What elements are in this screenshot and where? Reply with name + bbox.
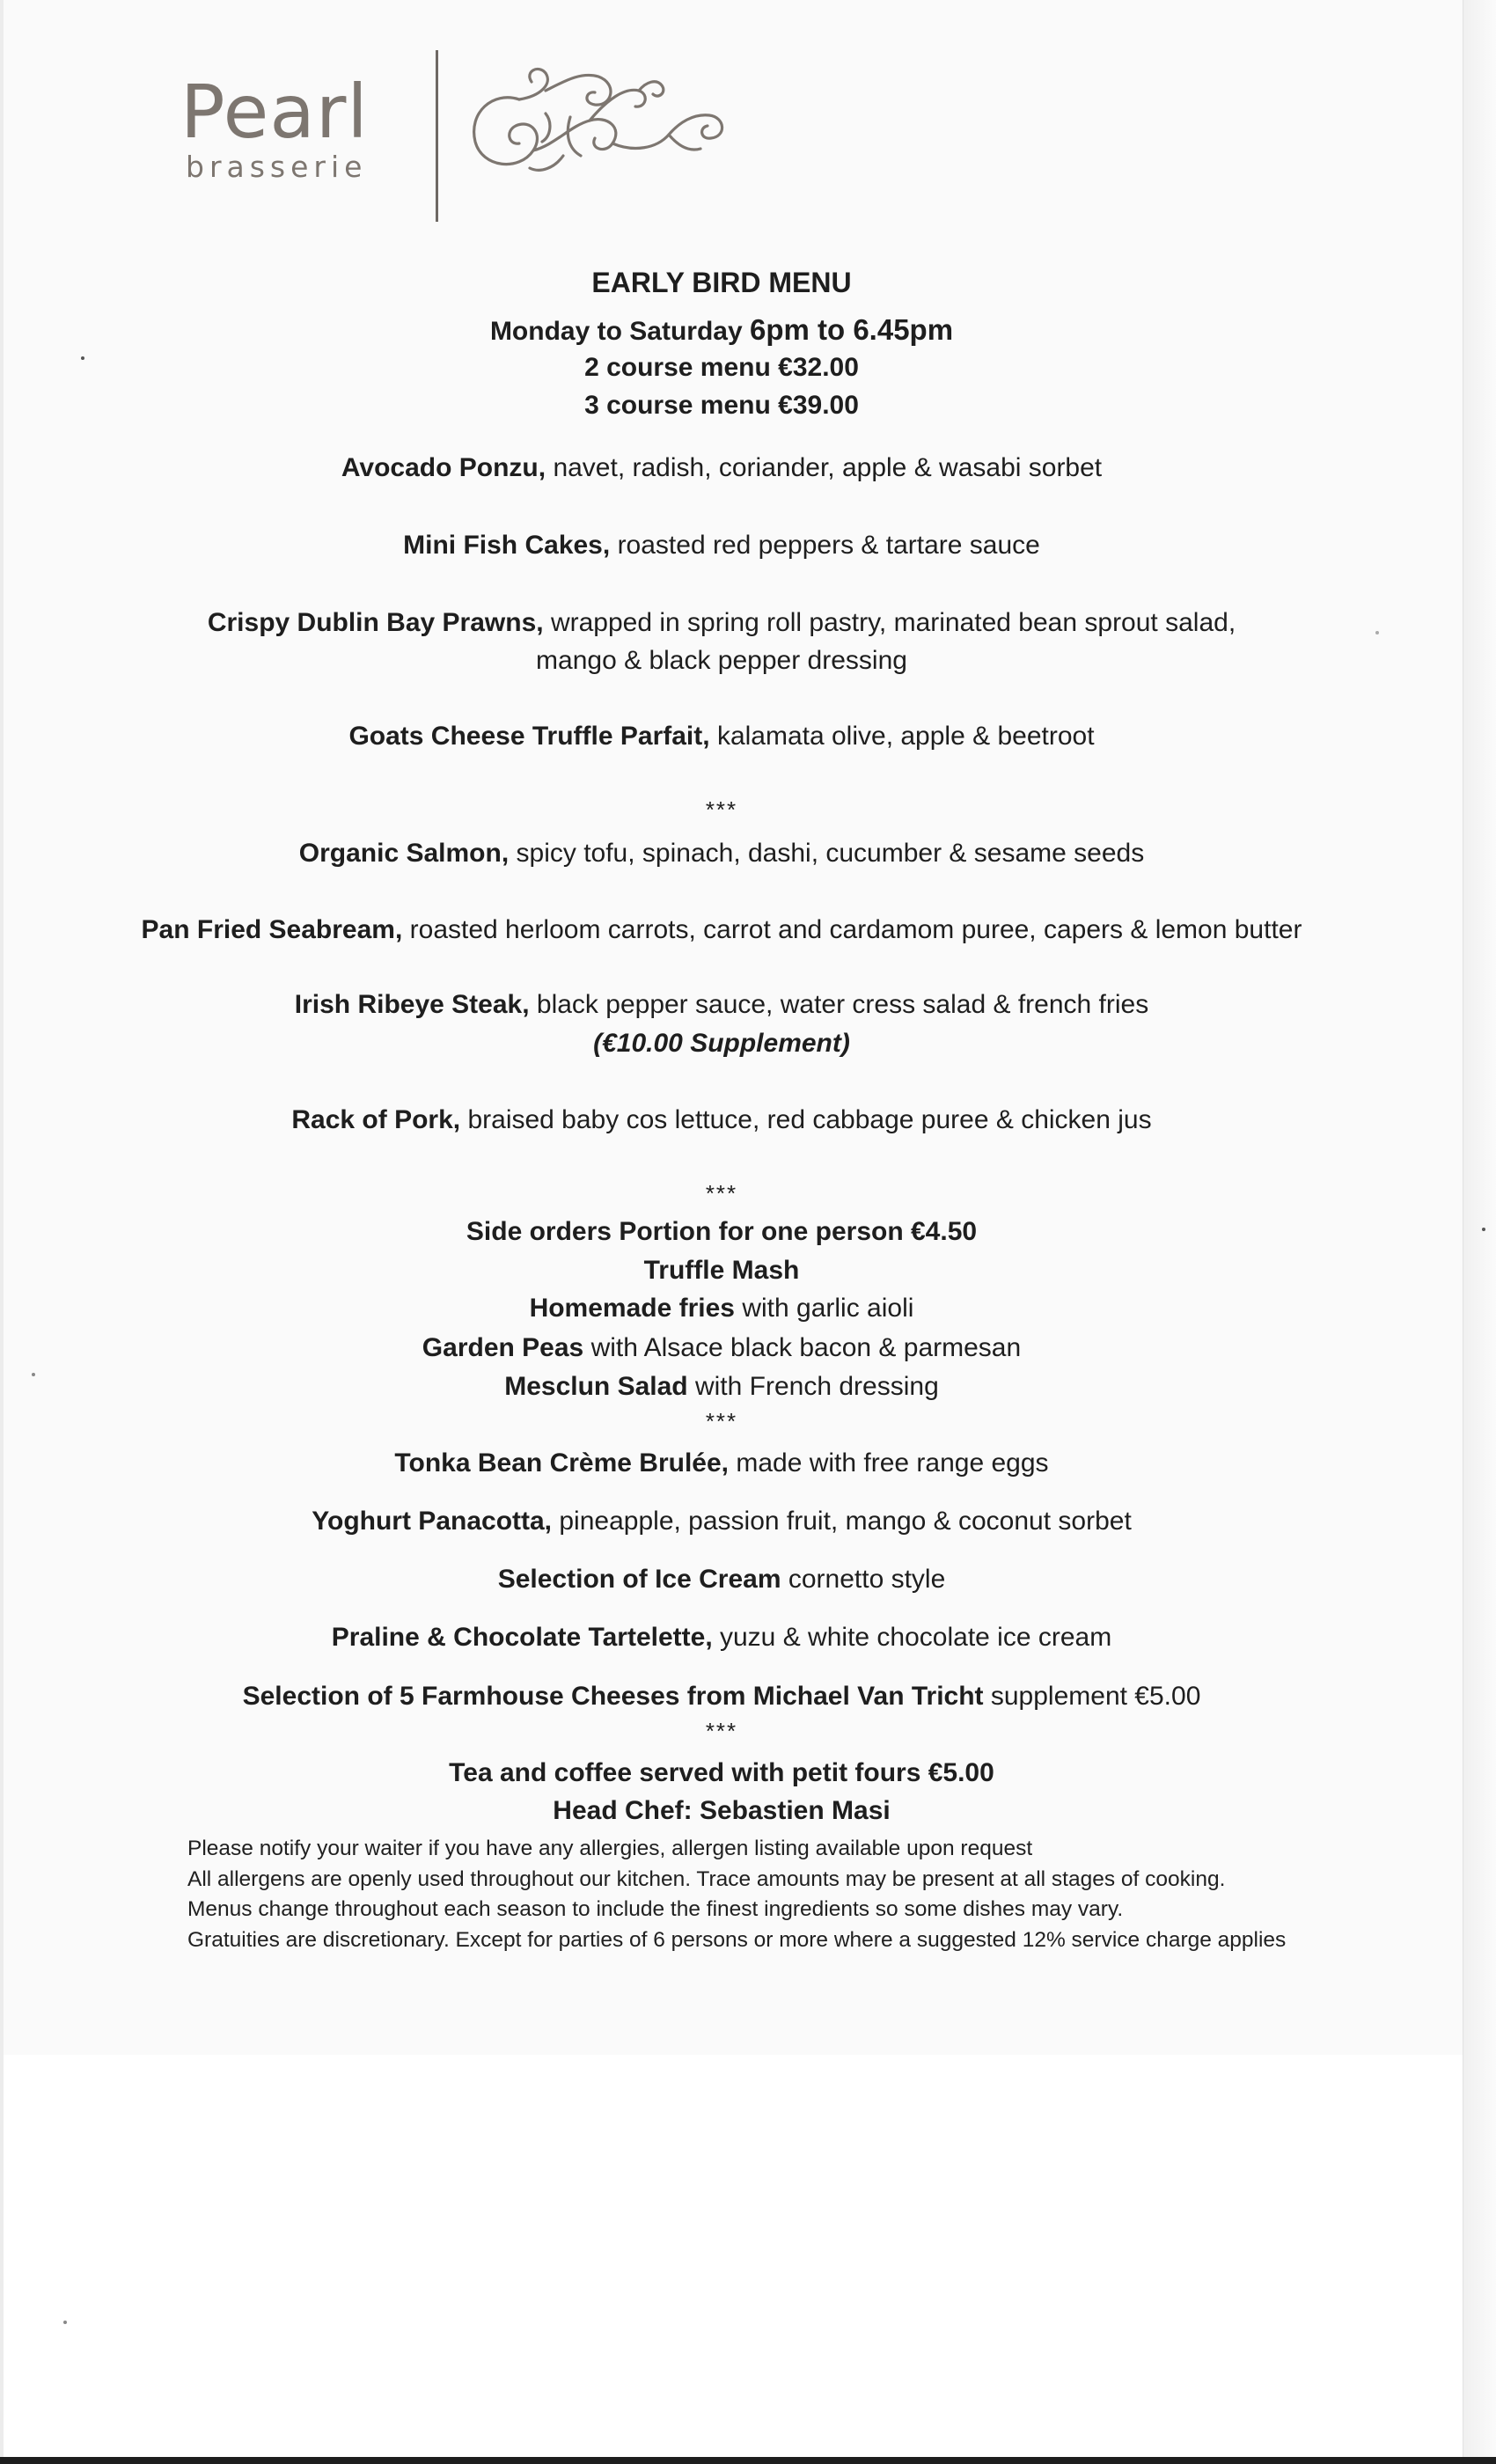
head-chef: Head Chef: Sebastien Masi [553,1796,891,1825]
menu-time: 6pm to 6.45pm [749,313,954,346]
logo-divider [436,50,438,222]
dish-description: supplement €5.00 [990,1682,1201,1711]
dish-name: Tonka Bean Crème Brulée, [394,1448,729,1478]
scan-right-edge [1463,0,1496,2464]
menu-days: Monday to Saturday [489,317,743,346]
footer-notes [187,1834,1437,1955]
two-course-price: 2 course menu €32.00 [584,353,859,382]
scan-bottom-edge [0,2457,1496,2464]
scan-speck [1375,631,1379,634]
menu-hours [0,312,1443,349]
menu-title: EARLY BIRD MENU [591,267,852,298]
dish-description: wrapped in spring roll pastry, marinated bean sprout salad, [550,608,1236,637]
note-allergies: Please notify your waiter if you have any allergies, allergen listing available upon request [187,1837,1033,1860]
dish-description: roasted red peppers & tartare sauce [617,531,1040,560]
dish-description: made with free range eggs [736,1448,1049,1478]
page-lower-area [0,2055,1463,2464]
dish-name: Crispy Dublin Bay Prawns, [207,608,544,637]
dish-description: kalamata olive, apple & beetroot [716,722,1095,751]
dish-name: Selection of Ice Cream [497,1565,781,1594]
tea-coffee: Tea and coffee served with petit fours €5.00 [449,1758,994,1787]
menu-item [0,605,1443,641]
side-item [0,1369,1443,1404]
note-gratuities: Gratuities are discretionary. Except for parties of 6 persons or more where a suggested 12% service charge applies [187,1927,1287,1952]
scan-speck [1482,1228,1485,1231]
dish-supplement: (€10.00 Supplement) [593,1029,850,1058]
dish-description: spicy tofu, spinach, dashi, cucumber & sesame seeds [516,839,1145,868]
menu-item [0,1620,1443,1655]
menu-item [0,1562,1443,1597]
dish-name: Praline & Chocolate Tartelette, [331,1623,713,1652]
section-separator: *** [705,1718,738,1744]
menu-item [0,836,1443,871]
side-name: Mesclun Salad [504,1372,688,1401]
scan-speck [63,2321,67,2324]
note-seasonal-menu: Menus change throughout each season to include the finest ingredients so some dishes may vary. [187,1897,1124,1921]
menu-item [0,528,1443,563]
dish-name: Selection of 5 Farmhouse Cheeses from Michael Van Tricht [242,1682,984,1711]
three-course-price: 3 course menu €39.00 [584,391,859,420]
menu-item [0,719,1443,754]
side-item [0,1331,1443,1366]
dish-description: black pepper sauce, water cress salad & french fries [536,990,1149,1019]
dish-description: cornetto style [788,1565,946,1594]
menu-item [0,451,1443,486]
brand-name: Pearl [180,69,369,155]
side-description: with Alsace black bacon & parmesan [590,1333,1022,1362]
sides-heading: Side orders Portion for one person €4.50 [466,1217,978,1246]
ornament-flourish-icon [458,64,774,187]
side-item: Truffle Mash [643,1256,800,1285]
dish-name: Yoghurt Panacotta, [312,1507,553,1536]
dish-name: Mini Fish Cakes, [403,531,611,560]
side-name: Homemade fries [529,1294,735,1323]
dish-name: Pan Fried Seabream, [141,915,403,944]
section-separator: *** [705,796,738,823]
side-description: with garlic aioli [742,1294,914,1323]
dish-description: roasted herloom carrots, carrot and cardamom puree, capers & lemon butter [409,915,1302,944]
menu-item [0,1504,1443,1539]
section-separator: *** [705,1408,738,1434]
dish-name: Rack of Pork, [291,1105,461,1134]
dish-description: yuzu & white chocolate ice cream [720,1623,1112,1652]
menu-item [0,1679,1443,1714]
dish-name: Avocado Ponzu, [341,453,546,482]
brand-logo [180,48,796,224]
note-allergens-used: All allergens are openly used throughout our kitchen. Trace amounts may be present at all stages of cooking. [187,1866,1226,1891]
scan-speck [32,1373,35,1376]
menu-item [0,1446,1443,1481]
dish-name: Organic Salmon, [298,839,510,868]
section-separator: *** [705,1180,738,1206]
dish-description: navet, radish, coriander, apple & wasabi sorbet [553,453,1103,482]
side-item [0,1291,1443,1326]
dish-description-continued: mango & black pepper dressing [536,646,907,675]
menu-item [0,913,1443,948]
dish-name: Goats Cheese Truffle Parfait, [348,722,710,751]
menu-item [0,1103,1443,1138]
dish-description: pineapple, passion fruit, mango & coconut sorbet [559,1507,1132,1536]
brand-subtitle: brasserie [186,150,368,184]
side-description: with French dressing [694,1372,939,1401]
scan-speck [81,356,84,360]
menu-item [0,987,1443,1023]
dish-name: Irish Ribeye Steak, [294,990,530,1019]
side-name: Garden Peas [422,1333,584,1362]
dish-description: braised baby cos lettuce, red cabbage puree & chicken jus [467,1105,1152,1134]
